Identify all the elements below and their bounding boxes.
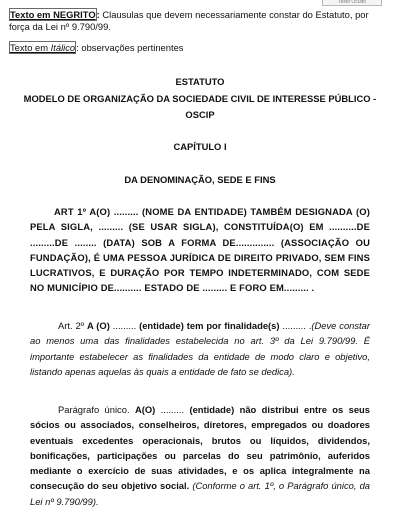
article-1: ART 1º A(O) ......... (NOME DA ENTIDADE) TAMBÉM DESIGNADA (O) PELA SIGLA, ......... (SE USAR SIGLA), CONSTITUÍDA(O) EM ..........DE .........DE ........ (DATA) SOB A FORMA DE.............. (ASSOCIAÇÃO OU FUNDAÇÃO), É UMA PESSOA JURÍDICA DE DIREITO PRIVADO, SEM FINS LUCRATIVOS, E DURAÇÃO POR TEMPO INDETERMINADO, COM SEDE NO MUNICÍPIO DE.......... ESTADO DE ......... E FORO EM......... . [30, 206, 370, 294]
legend-italic [9, 42, 184, 54]
legend-italic-label: Texto em Itálico [10, 42, 76, 53]
article-2: Art. 2º A (O) ......... (entidade) tem por finalidade(s) ......... .(Deve constar ao menos uma das finalidades estabelecida no art. 3º da Lei 9.790/99. É importante estabelecer as finalidades da entidade de modo claro e objetivo, listando apenas aquelas às quais a entidade de fato se dedica). [30, 320, 370, 377]
document-subtitle-line2: OSCIP [185, 109, 215, 120]
paragrafo-unico: Parágrafo único. A(O) ......... (entidade) não distribui entre os seus sócios ou associados, conselheiros, diretores, empregados ou doadores eventuais excedentes operacionais, brutos ou líquidos, dividendos, bonificações, participações ou parcelas do seu patrimônio, auferidos mediante o exercício de suas atividades, e os aplica integralmente na consecução do seu objetivo social. (Conforme o art. 1º, o Parágrafo único, da Lei nº 9.790/99). [30, 404, 370, 507]
legend-bold-text: Clausulas que devem necessariamente constar do Estatuto, por força da Lei nº 9.790/99. [9, 9, 369, 32]
chapter-heading: DA DENOMINAÇÃO, SEDE E FINS [124, 174, 276, 185]
document-subtitle-line1: MODELO DE ORGANIZAÇÃO DA SOCIEDADE CIVIL DE INTERESSE PÚBLICO - [23, 93, 377, 104]
legend-italic-text: : observações pertinentes [76, 42, 184, 53]
legend-bold-label: Texto em NEGRITO [10, 9, 96, 20]
chapter-title: CAPÍTULO I [173, 141, 227, 152]
legend-bold: Texto em NEGRITO: Clausulas que devem necessariamente constar do Estatuto, por força da Lei nº 9.790/99. [9, 9, 369, 32]
hidden-text-tab: Texto Oculto [322, 0, 382, 6]
document-title: ESTATUTO [175, 76, 225, 87]
